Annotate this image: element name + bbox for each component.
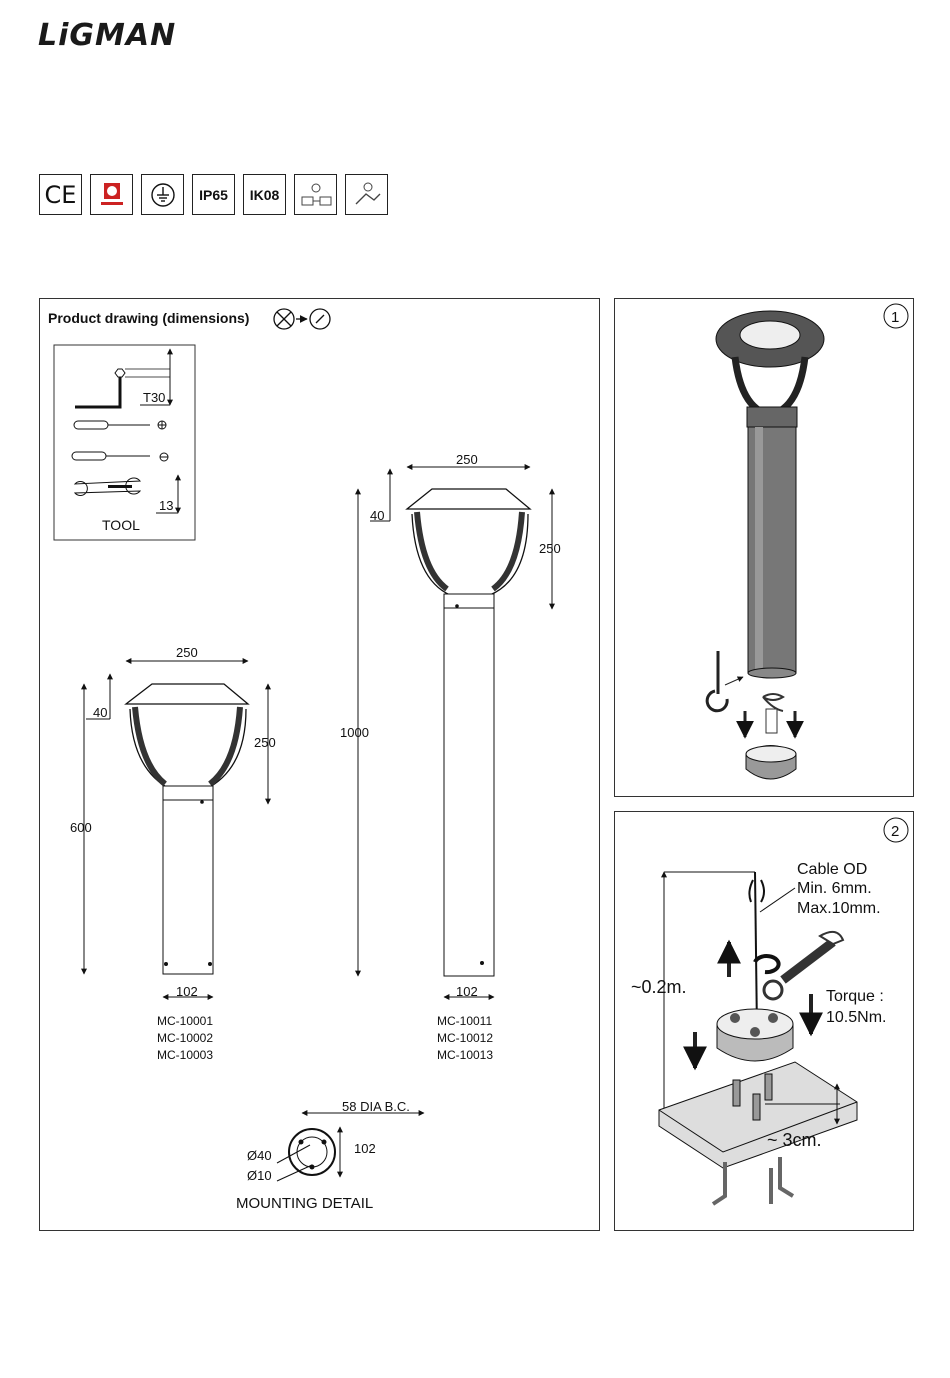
earth-ground-icon xyxy=(141,174,184,215)
brand-logo: LiGMAN xyxy=(38,18,177,53)
ip65-rating-icon: IP65 xyxy=(192,174,235,215)
tool-change-icon xyxy=(274,309,330,329)
cable-od-line-3: Max.10mm. xyxy=(797,900,881,917)
mounting-title: MOUNTING DETAIL xyxy=(236,1195,374,1212)
tall-bollard-drawing xyxy=(340,452,561,1062)
short-model-1: MC-10001 xyxy=(157,1014,214,1028)
torque-line-1: Torque : xyxy=(826,988,884,1005)
bollard-assembly-illustration xyxy=(707,311,824,779)
step-2-number: 2 xyxy=(891,823,900,840)
tool-box-title: TOOL xyxy=(102,517,140,533)
short-cap-label: 40 xyxy=(93,705,108,720)
short-height-label: 600 xyxy=(70,820,92,835)
mounting-hole-label: Ø10 xyxy=(247,1168,272,1183)
quality-seal-icon xyxy=(90,174,133,215)
installer-icon xyxy=(345,174,388,215)
torque-line-2: 10.5Nm. xyxy=(826,1009,887,1026)
short-model-2: MC-10002 xyxy=(157,1031,214,1045)
ik08-rating-icon: IK08 xyxy=(243,174,286,215)
tall-cap-label: 40 xyxy=(370,508,385,523)
drawing-title: Product drawing (dimensions) xyxy=(48,310,250,326)
mounting-size-label: 102 xyxy=(354,1141,376,1156)
step-1-panel xyxy=(614,298,914,797)
installation-illustration xyxy=(659,872,857,1204)
tool-wrench-label: 13 xyxy=(159,498,174,513)
tall-model-2: MC-10012 xyxy=(437,1031,494,1045)
short-head-label: 250 xyxy=(254,735,276,750)
tall-base-label: 102 xyxy=(456,984,478,999)
mounting-bc-label: 58 DIA B.C. xyxy=(342,1099,410,1114)
ce-mark-icon: CE xyxy=(39,174,82,215)
tall-height-label: 1000 xyxy=(340,725,369,740)
certification-row xyxy=(39,174,388,215)
tool-box xyxy=(54,345,195,540)
mounting-detail xyxy=(236,1099,424,1212)
short-bollard-drawing xyxy=(70,645,276,1062)
product-drawing-panel xyxy=(39,298,600,1231)
step-2-panel xyxy=(614,811,914,1231)
tool-t30-label: T30 xyxy=(143,390,166,405)
tall-model-1: MC-10011 xyxy=(437,1014,493,1028)
short-base-label: 102 xyxy=(176,984,198,999)
voltage-spec-icon xyxy=(294,174,337,215)
tall-width-label: 250 xyxy=(456,452,478,467)
cable-od-line-1: Cable OD xyxy=(797,861,868,878)
height-label: ~0.2m. xyxy=(631,977,687,997)
cable-od-line-2: Min. 6mm. xyxy=(797,880,872,897)
depth-label: ~ 3cm. xyxy=(767,1130,822,1150)
short-model-3: MC-10003 xyxy=(157,1048,214,1062)
mounting-outer-label: Ø40 xyxy=(247,1148,272,1163)
tall-model-3: MC-10013 xyxy=(437,1048,494,1062)
short-width-label: 250 xyxy=(176,645,198,660)
step-1-number: 1 xyxy=(891,309,900,326)
tall-head-label: 250 xyxy=(539,541,561,556)
